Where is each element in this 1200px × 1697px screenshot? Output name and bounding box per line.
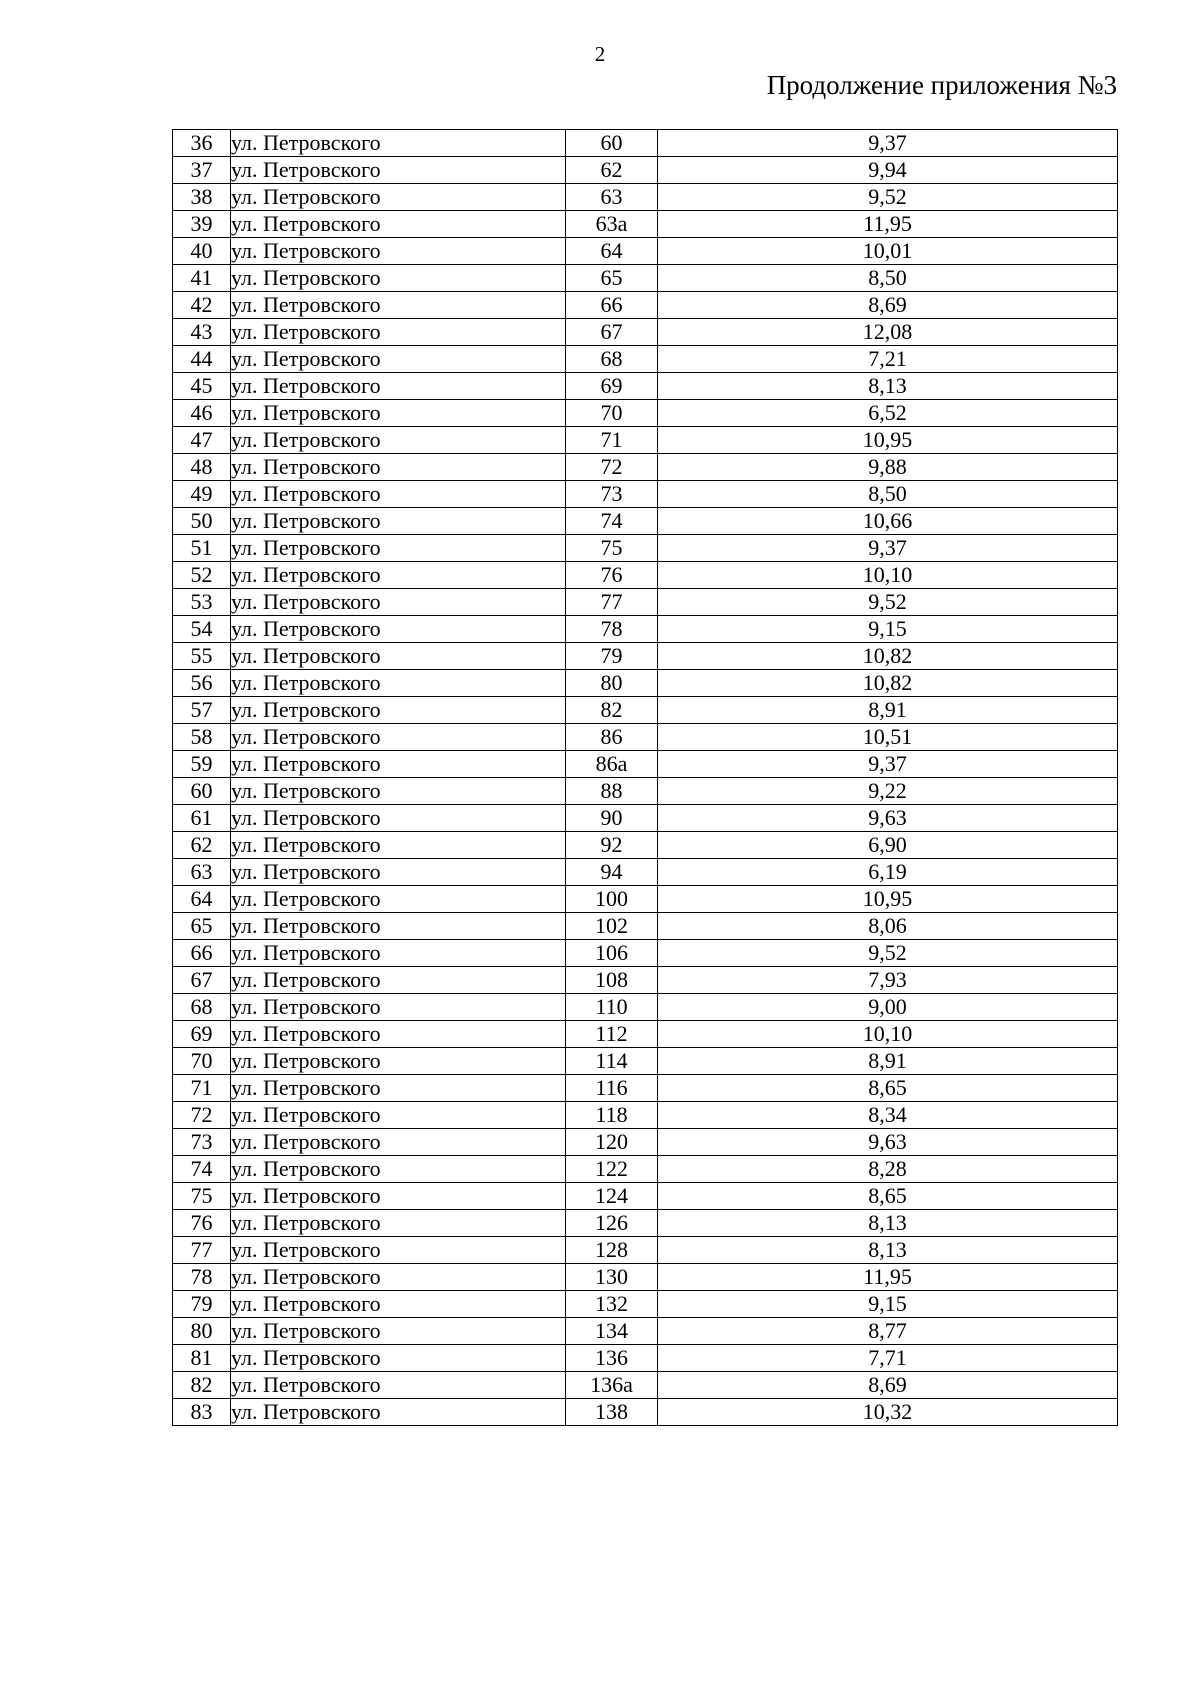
street-cell: ул. Петровского (231, 265, 566, 292)
value-cell: 12,08 (658, 319, 1118, 346)
street-cell: ул. Петровского (231, 778, 566, 805)
street-cell: ул. Петровского (231, 400, 566, 427)
row-number-cell: 82 (173, 1372, 231, 1399)
value-cell: 9,63 (658, 805, 1118, 832)
value-cell: 9,52 (658, 184, 1118, 211)
house-number-cell: 72 (566, 454, 658, 481)
row-number-cell: 36 (173, 130, 231, 157)
value-cell: 8,65 (658, 1075, 1118, 1102)
house-number-cell: 136 (566, 1345, 658, 1372)
table-row (173, 211, 1118, 238)
house-number-cell: 114 (566, 1048, 658, 1075)
value-cell: 9,00 (658, 994, 1118, 1021)
row-number-cell: 37 (173, 157, 231, 184)
table-row (173, 535, 1118, 562)
value-cell: 10,32 (658, 1399, 1118, 1426)
value-cell: 9,15 (658, 616, 1118, 643)
value-cell: 10,51 (658, 724, 1118, 751)
street-cell: ул. Петровского (231, 940, 566, 967)
row-number-cell: 57 (173, 697, 231, 724)
value-cell: 8,65 (658, 1183, 1118, 1210)
row-number-cell: 77 (173, 1237, 231, 1264)
house-number-cell: 110 (566, 994, 658, 1021)
house-number-cell: 66 (566, 292, 658, 319)
value-cell: 9,52 (658, 940, 1118, 967)
value-cell: 10,10 (658, 562, 1118, 589)
house-number-cell: 68 (566, 346, 658, 373)
street-cell: ул. Петровского (231, 643, 566, 670)
street-cell: ул. Петровского (231, 1291, 566, 1318)
value-cell: 9,37 (658, 130, 1118, 157)
row-number-cell: 65 (173, 913, 231, 940)
row-number-cell: 48 (173, 454, 231, 481)
table-row (173, 184, 1118, 211)
street-cell: ул. Петровского (231, 1399, 566, 1426)
street-cell: ул. Петровского (231, 886, 566, 913)
row-number-cell: 76 (173, 1210, 231, 1237)
row-number-cell: 67 (173, 967, 231, 994)
house-number-cell: 86 (566, 724, 658, 751)
row-number-cell: 61 (173, 805, 231, 832)
street-cell: ул. Петровского (231, 805, 566, 832)
value-cell: 9,63 (658, 1129, 1118, 1156)
value-cell: 9,52 (658, 589, 1118, 616)
row-number-cell: 60 (173, 778, 231, 805)
table-row (173, 373, 1118, 400)
value-cell: 9,37 (658, 535, 1118, 562)
street-cell: ул. Петровского (231, 697, 566, 724)
street-cell: ул. Петровского (231, 184, 566, 211)
row-number-cell: 80 (173, 1318, 231, 1345)
value-cell: 8,50 (658, 481, 1118, 508)
house-number-cell: 128 (566, 1237, 658, 1264)
table-row (173, 670, 1118, 697)
street-cell: ул. Петровского (231, 832, 566, 859)
house-number-cell: 65 (566, 265, 658, 292)
table-row (173, 1291, 1118, 1318)
table-row (173, 805, 1118, 832)
row-number-cell: 83 (173, 1399, 231, 1426)
row-number-cell: 79 (173, 1291, 231, 1318)
house-number-cell: 71 (566, 427, 658, 454)
table-row (173, 346, 1118, 373)
appendix-heading: Продолжение приложения №3 (766, 70, 1117, 100)
value-cell: 8,13 (658, 373, 1118, 400)
house-number-cell: 120 (566, 1129, 658, 1156)
value-cell: 8,28 (658, 1156, 1118, 1183)
street-cell: ул. Петровского (231, 1075, 566, 1102)
row-number-cell: 42 (173, 292, 231, 319)
street-cell: ул. Петровского (231, 454, 566, 481)
house-number-cell: 94 (566, 859, 658, 886)
street-cell: ул. Петровского (231, 1318, 566, 1345)
table-row (173, 589, 1118, 616)
house-number-cell: 124 (566, 1183, 658, 1210)
value-cell: 8,69 (658, 292, 1118, 319)
row-number-cell: 55 (173, 643, 231, 670)
house-number-cell: 106 (566, 940, 658, 967)
street-cell: ул. Петровского (231, 616, 566, 643)
value-cell: 7,71 (658, 1345, 1118, 1372)
row-number-cell: 69 (173, 1021, 231, 1048)
row-number-cell: 51 (173, 535, 231, 562)
street-cell: ул. Петровского (231, 1264, 566, 1291)
value-cell: 8,06 (658, 913, 1118, 940)
street-cell: ул. Петровского (231, 994, 566, 1021)
table-row (173, 1318, 1118, 1345)
street-cell: ул. Петровского (231, 1210, 566, 1237)
value-cell: 8,69 (658, 1372, 1118, 1399)
row-number-cell: 56 (173, 670, 231, 697)
street-cell: ул. Петровского (231, 292, 566, 319)
house-number-cell: 136а (566, 1372, 658, 1399)
street-cell: ул. Петровского (231, 130, 566, 157)
table-row (173, 886, 1118, 913)
street-cell: ул. Петровского (231, 1048, 566, 1075)
street-cell: ул. Петровского (231, 238, 566, 265)
street-cell: ул. Петровского (231, 1237, 566, 1264)
value-cell: 8,50 (658, 265, 1118, 292)
row-number-cell: 54 (173, 616, 231, 643)
table-row (173, 1156, 1118, 1183)
house-number-cell: 138 (566, 1399, 658, 1426)
row-number-cell: 68 (173, 994, 231, 1021)
street-cell: ул. Петровского (231, 346, 566, 373)
street-cell: ул. Петровского (231, 751, 566, 778)
table-row (173, 751, 1118, 778)
street-cell: ул. Петровского (231, 319, 566, 346)
table-row (173, 1237, 1118, 1264)
house-number-cell: 62 (566, 157, 658, 184)
house-number-cell: 108 (566, 967, 658, 994)
value-cell: 6,90 (658, 832, 1118, 859)
house-number-cell: 76 (566, 562, 658, 589)
street-cell: ул. Петровского (231, 562, 566, 589)
value-cell: 8,34 (658, 1102, 1118, 1129)
table-row (173, 1129, 1118, 1156)
row-number-cell: 64 (173, 886, 231, 913)
table-row (173, 1399, 1118, 1426)
table-row (173, 1210, 1118, 1237)
row-number-cell: 63 (173, 859, 231, 886)
house-number-cell: 118 (566, 1102, 658, 1129)
table-row (173, 292, 1118, 319)
value-cell: 10,95 (658, 427, 1118, 454)
row-number-cell: 81 (173, 1345, 231, 1372)
row-number-cell: 53 (173, 589, 231, 616)
house-number-cell: 75 (566, 535, 658, 562)
row-number-cell: 44 (173, 346, 231, 373)
row-number-cell: 66 (173, 940, 231, 967)
value-cell: 7,21 (658, 346, 1118, 373)
street-cell: ул. Петровского (231, 859, 566, 886)
house-number-cell: 70 (566, 400, 658, 427)
value-cell: 9,15 (658, 1291, 1118, 1318)
value-cell: 10,95 (658, 886, 1118, 913)
street-cell: ул. Петровского (231, 967, 566, 994)
value-cell: 8,91 (658, 1048, 1118, 1075)
value-cell: 9,22 (658, 778, 1118, 805)
value-cell: 10,10 (658, 1021, 1118, 1048)
house-number-cell: 79 (566, 643, 658, 670)
house-number-cell: 134 (566, 1318, 658, 1345)
house-number-cell: 130 (566, 1264, 658, 1291)
table-row (173, 319, 1118, 346)
table-row (173, 157, 1118, 184)
house-number-cell: 80 (566, 670, 658, 697)
row-number-cell: 45 (173, 373, 231, 400)
table-row (173, 508, 1118, 535)
house-number-cell: 116 (566, 1075, 658, 1102)
row-number-cell: 52 (173, 562, 231, 589)
house-number-cell: 88 (566, 778, 658, 805)
row-number-cell: 71 (173, 1075, 231, 1102)
house-number-cell: 90 (566, 805, 658, 832)
value-cell: 10,01 (658, 238, 1118, 265)
row-number-cell: 72 (173, 1102, 231, 1129)
street-cell: ул. Петровского (231, 724, 566, 751)
table-row (173, 1372, 1118, 1399)
house-number-cell: 92 (566, 832, 658, 859)
table-row (173, 859, 1118, 886)
street-cell: ул. Петровского (231, 481, 566, 508)
table-row (173, 1345, 1118, 1372)
table-row (173, 616, 1118, 643)
value-cell: 10,82 (658, 670, 1118, 697)
value-cell: 6,19 (658, 859, 1118, 886)
house-number-cell: 126 (566, 1210, 658, 1237)
house-number-cell: 74 (566, 508, 658, 535)
row-number-cell: 70 (173, 1048, 231, 1075)
house-number-cell: 132 (566, 1291, 658, 1318)
page-number: 2 (594, 42, 606, 66)
table-row (173, 130, 1118, 157)
value-cell: 8,13 (658, 1210, 1118, 1237)
house-number-cell: 78 (566, 616, 658, 643)
street-cell: ул. Петровского (231, 508, 566, 535)
row-number-cell: 62 (173, 832, 231, 859)
table-row (173, 994, 1118, 1021)
table-row (173, 562, 1118, 589)
street-cell: ул. Петровского (231, 913, 566, 940)
row-number-cell: 50 (173, 508, 231, 535)
row-number-cell: 43 (173, 319, 231, 346)
table-row (173, 913, 1118, 940)
row-number-cell: 75 (173, 1183, 231, 1210)
house-number-cell: 102 (566, 913, 658, 940)
value-cell: 10,66 (658, 508, 1118, 535)
street-cell: ул. Петровского (231, 1156, 566, 1183)
house-number-cell: 112 (566, 1021, 658, 1048)
table-row (173, 1183, 1118, 1210)
table-row (173, 238, 1118, 265)
row-number-cell: 74 (173, 1156, 231, 1183)
table-row (173, 1102, 1118, 1129)
value-cell: 10,82 (658, 643, 1118, 670)
table-row (173, 778, 1118, 805)
table-row (173, 1048, 1118, 1075)
value-cell: 8,91 (658, 697, 1118, 724)
house-number-cell: 77 (566, 589, 658, 616)
value-cell: 7,93 (658, 967, 1118, 994)
row-number-cell: 58 (173, 724, 231, 751)
value-cell: 8,13 (658, 1237, 1118, 1264)
street-cell: ул. Петровского (231, 535, 566, 562)
row-number-cell: 49 (173, 481, 231, 508)
house-number-cell: 122 (566, 1156, 658, 1183)
street-cell: ул. Петровского (231, 1372, 566, 1399)
value-cell: 6,52 (658, 400, 1118, 427)
street-cell: ул. Петровского (231, 1102, 566, 1129)
value-cell: 9,88 (658, 454, 1118, 481)
street-cell: ул. Петровского (231, 1129, 566, 1156)
table-row (173, 832, 1118, 859)
value-cell: 9,37 (658, 751, 1118, 778)
street-cell: ул. Петровского (231, 1021, 566, 1048)
table-row (173, 481, 1118, 508)
value-cell: 9,94 (658, 157, 1118, 184)
street-cell: ул. Петровского (231, 157, 566, 184)
house-number-cell: 64 (566, 238, 658, 265)
row-number-cell: 38 (173, 184, 231, 211)
table-row (173, 697, 1118, 724)
street-cell: ул. Петровского (231, 1183, 566, 1210)
table-row (173, 427, 1118, 454)
row-number-cell: 39 (173, 211, 231, 238)
street-cell: ул. Петровского (231, 670, 566, 697)
table-row (173, 265, 1118, 292)
value-cell: 8,77 (658, 1318, 1118, 1345)
house-number-cell: 67 (566, 319, 658, 346)
house-number-cell: 73 (566, 481, 658, 508)
table-row (173, 1264, 1118, 1291)
table-row (173, 454, 1118, 481)
row-number-cell: 40 (173, 238, 231, 265)
table-row (173, 1075, 1118, 1102)
street-cell: ул. Петровского (231, 211, 566, 238)
house-number-cell: 82 (566, 697, 658, 724)
house-number-cell: 86а (566, 751, 658, 778)
row-number-cell: 47 (173, 427, 231, 454)
house-number-cell: 63 (566, 184, 658, 211)
table-row (173, 940, 1118, 967)
table-row (173, 643, 1118, 670)
row-number-cell: 59 (173, 751, 231, 778)
row-number-cell: 41 (173, 265, 231, 292)
house-number-cell: 100 (566, 886, 658, 913)
table-row (173, 1021, 1118, 1048)
table-row (173, 724, 1118, 751)
value-cell: 11,95 (658, 1264, 1118, 1291)
house-number-cell: 69 (566, 373, 658, 400)
row-number-cell: 73 (173, 1129, 231, 1156)
street-cell: ул. Петровского (231, 373, 566, 400)
row-number-cell: 46 (173, 400, 231, 427)
table-row (173, 400, 1118, 427)
street-cell: ул. Петровского (231, 589, 566, 616)
table-row (173, 967, 1118, 994)
address-table (172, 129, 1118, 1426)
value-cell: 11,95 (658, 211, 1118, 238)
house-number-cell: 63а (566, 211, 658, 238)
row-number-cell: 78 (173, 1264, 231, 1291)
house-number-cell: 60 (566, 130, 658, 157)
address-table-body (173, 130, 1118, 1426)
street-cell: ул. Петровского (231, 1345, 566, 1372)
street-cell: ул. Петровского (231, 427, 566, 454)
